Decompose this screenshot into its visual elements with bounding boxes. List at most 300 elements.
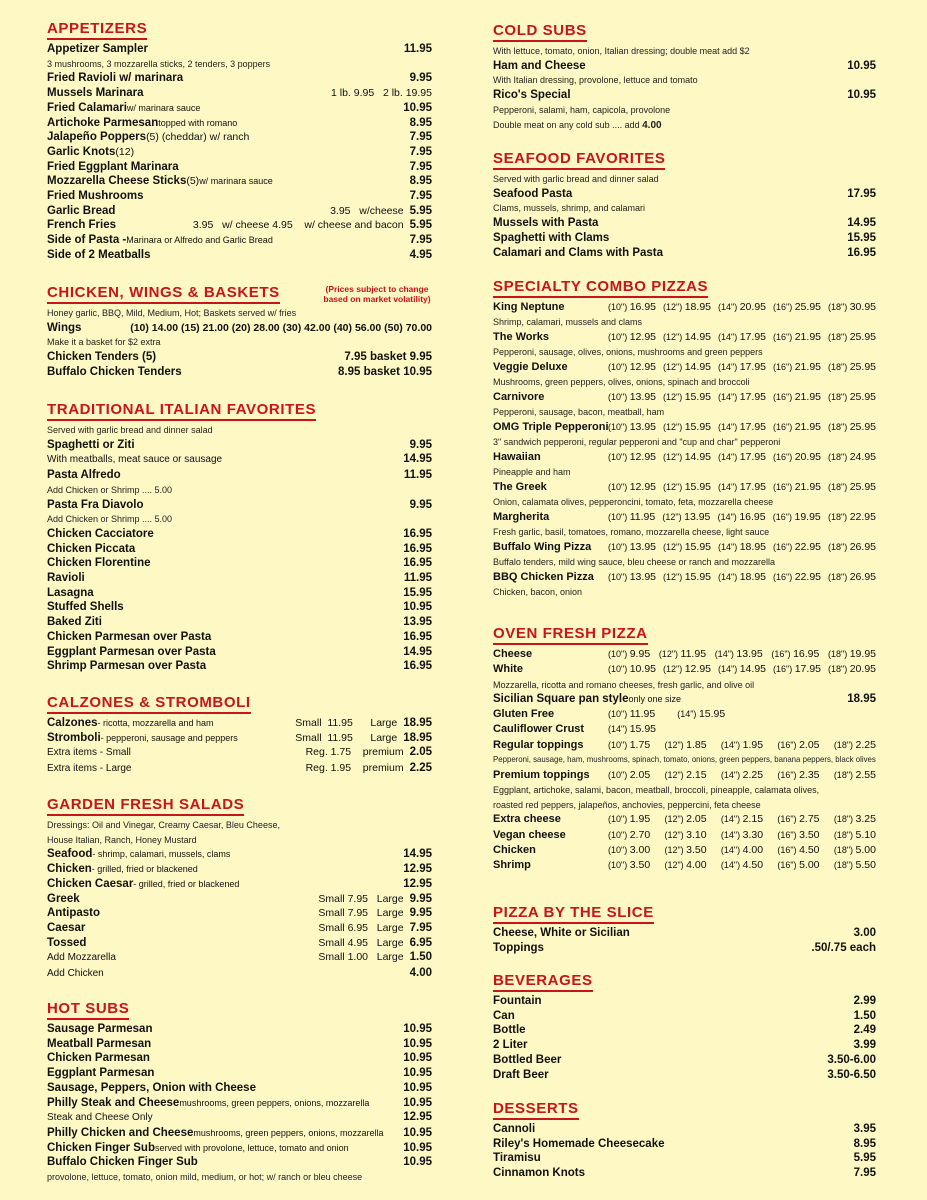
price-value: 13.95	[629, 421, 656, 433]
price-value: 19.95	[849, 648, 876, 660]
menu-item	[493, 246, 876, 261]
item-name: Sicilian Square pan style	[493, 693, 629, 706]
price-value: 12.95	[629, 361, 656, 373]
size-label: (16")	[773, 542, 793, 552]
size-label: (12")	[663, 422, 683, 432]
size-label: (12")	[658, 649, 679, 659]
price-note: (Prices subject to change based on market volatility)	[323, 284, 431, 304]
item-detail: only one size	[628, 694, 682, 705]
size-price	[834, 812, 876, 827]
price-value: 12.95	[629, 331, 656, 343]
section-heading: SPECIALTY COMBO PIZZAS	[493, 278, 708, 298]
size-price	[608, 540, 656, 555]
menu-item	[493, 510, 876, 525]
menu-item	[47, 966, 432, 982]
item-price: 13.95	[403, 616, 432, 629]
menu-item	[47, 498, 432, 513]
price-value: 1.85	[686, 738, 707, 751]
size-price	[828, 300, 876, 315]
price-value: 2.05	[799, 738, 820, 751]
item-name: BBQ Chicken Pizza	[493, 571, 594, 583]
item-name: Caesar	[47, 921, 86, 934]
size-label: (16")	[773, 452, 793, 462]
size-price	[834, 768, 876, 783]
item-description: Mushrooms, green peppers, olives, onions, spinach and broccoli	[493, 377, 750, 388]
item-name: Fried Eggplant Marinara	[47, 160, 179, 173]
price-value: 25.95	[849, 391, 876, 403]
price-value: 26.95	[849, 541, 876, 553]
size-label: (14")	[720, 860, 741, 871]
size-label: (10")	[608, 542, 628, 552]
size-label: (12")	[663, 332, 683, 342]
item-price: 2.05	[409, 746, 432, 759]
size-price	[721, 843, 763, 858]
size-prices	[608, 390, 876, 405]
item-detail: w/ marinara sauce	[126, 102, 201, 113]
size-price	[664, 768, 706, 783]
size-price	[663, 330, 711, 345]
item-description: Pepperoni, sausage, olives, onions, mushrooms and green peppers	[493, 347, 763, 358]
price-value: 3.50	[686, 843, 707, 856]
menu-item	[493, 707, 876, 722]
item-list	[493, 926, 876, 955]
menu-item	[47, 630, 432, 645]
item-price: 5.95	[409, 219, 432, 232]
price-value: 2.70	[629, 828, 651, 841]
size-price	[664, 843, 706, 858]
size-label: (16")	[773, 302, 793, 312]
item-description: Add Chicken or Shrimp .... 5.00	[47, 514, 173, 525]
item-list	[493, 300, 876, 600]
menu-item	[47, 921, 432, 936]
size-label: (18")	[828, 482, 848, 492]
size-label: (12")	[662, 512, 682, 522]
item-name: Mozzarella Cheese Sticks	[47, 175, 187, 188]
size-price	[608, 360, 656, 375]
section-heading: CHICKEN, WINGS & BASKETS	[47, 284, 280, 304]
size-label: (10")	[608, 452, 628, 462]
menu-item	[493, 390, 876, 405]
size-price	[777, 812, 819, 827]
section-heading: PIZZA BY THE SLICE	[493, 904, 654, 924]
price-value: 17.95	[739, 481, 766, 493]
item-name: Buffalo Chicken Finger Sub	[47, 1156, 198, 1169]
size-prices	[608, 768, 876, 783]
size-price	[777, 858, 819, 873]
section-heading: BEVERAGES	[493, 972, 593, 992]
size-price	[777, 828, 819, 843]
size-price	[828, 360, 876, 375]
size-prices: Small 6.95 Large	[318, 921, 404, 934]
item-name: Vegan cheese	[493, 828, 566, 841]
menu-item	[47, 42, 432, 57]
size-label: (12")	[664, 844, 684, 855]
size-label: (16")	[773, 422, 793, 432]
size-label: (10")	[608, 422, 628, 432]
item-price: 1.50	[409, 951, 432, 964]
item-detail: - pepperoni, sausage and peppers	[100, 732, 238, 743]
size-label: (16")	[773, 362, 793, 372]
size-label: (18")	[828, 572, 848, 582]
item-description	[493, 118, 876, 134]
size-price	[773, 570, 821, 585]
menu-item	[47, 761, 432, 777]
size-prices	[608, 812, 876, 827]
menu-item	[493, 216, 876, 231]
item-price: 14.95	[403, 645, 432, 658]
size-prices	[608, 858, 876, 873]
size-prices	[608, 843, 876, 858]
size-price	[773, 510, 821, 525]
item-name: Ravioli	[47, 572, 85, 585]
size-prices: Small 7.95 Large	[318, 892, 404, 905]
section-combo-pizzas	[493, 278, 876, 600]
menu-item	[493, 1023, 876, 1038]
item-description: Served with garlic bread and dinner salad	[47, 425, 213, 435]
item-variant: With meatballs, meat sauce or sausage	[47, 454, 223, 466]
item-name: Chicken Finger Sub	[47, 1141, 155, 1154]
item-price: 16.95	[847, 246, 876, 259]
item-name: Chicken Parmesan over Pasta	[47, 630, 212, 643]
price-value: 13.95	[629, 541, 656, 553]
size-price	[664, 858, 706, 873]
item-price: 7.95	[409, 145, 432, 158]
size-price	[663, 390, 711, 405]
price-value: 15.95	[684, 391, 711, 403]
item-price: 15.95	[847, 231, 876, 244]
item-price: 18.95	[847, 693, 876, 706]
size-price	[663, 450, 711, 465]
item-list	[47, 818, 432, 982]
item-detail: mushrooms, green peppers, onions, mozzarella	[193, 1127, 384, 1138]
price-value: 17.95	[739, 421, 766, 433]
price-value: 3.00	[629, 843, 651, 856]
item-price: 1.50	[853, 1009, 876, 1022]
item-price: 10.95	[403, 601, 432, 614]
item-price: 16.95	[403, 557, 432, 570]
item-name: Eggplant Parmesan	[47, 1067, 155, 1080]
price-value: 18.95	[739, 541, 766, 553]
size-price	[662, 510, 710, 525]
size-label: (10")	[608, 709, 628, 719]
item-name: Cinnamon Knots	[493, 1167, 585, 1180]
price-value: 15.95	[629, 723, 656, 736]
item-price: 10.95	[403, 1126, 432, 1139]
item-detail: - ricotta, mozzarella and ham	[97, 718, 214, 728]
price-value: 2.25	[855, 738, 876, 751]
item-name: Tiramisu	[493, 1152, 541, 1165]
menu-item	[47, 204, 432, 219]
size-price	[828, 480, 876, 495]
size-prices: 1 lb. 9.95 2 lb. 19.95	[331, 87, 432, 100]
item-name: Meatball Parmesan	[47, 1037, 152, 1050]
size-label: (14")	[714, 649, 734, 659]
menu-item	[493, 570, 876, 585]
menu-item	[47, 468, 432, 483]
size-prices	[608, 570, 876, 585]
price-value: 2.05	[629, 768, 651, 781]
size-price	[608, 662, 656, 677]
size-label: (10")	[608, 332, 628, 342]
menu-item	[47, 542, 432, 557]
size-label: (18")	[828, 422, 848, 432]
menu-item	[47, 586, 432, 601]
item-name: Margherita	[493, 511, 550, 523]
item-name: Shrimp	[493, 859, 531, 872]
menu-item	[47, 248, 432, 263]
menu-item	[47, 1126, 432, 1141]
item-description: Pepperoni, sausage, ham, mushrooms, spinach, tomato, onions, green peppers, banana peppers, black olives	[493, 754, 876, 764]
item-variant: Steak and Cheese Only	[47, 1112, 153, 1124]
item-price: 17.95	[847, 187, 876, 200]
size-price	[773, 300, 821, 315]
size-label: (18")	[828, 362, 848, 372]
size-price	[608, 300, 656, 315]
size-price	[608, 738, 650, 753]
section-salads	[47, 796, 432, 982]
size-price	[834, 828, 876, 843]
item-description: Pepperoni, sausage, bacon, meatball, ham	[493, 407, 665, 418]
section-desserts	[493, 1100, 876, 1181]
menu-item	[493, 1137, 876, 1152]
menu-item	[493, 1151, 876, 1166]
menu-item	[493, 1053, 876, 1068]
item-price: 10.95	[403, 1096, 432, 1109]
item-price: 7.95	[409, 131, 432, 144]
item-price: 7.95	[409, 190, 432, 203]
item-description: Make it a basket for $2 extra	[47, 337, 161, 348]
size-label: (18")	[833, 860, 854, 871]
price-value: 12.95	[629, 481, 656, 493]
size-price	[663, 480, 711, 495]
item-list	[493, 1122, 876, 1181]
item-name: The Greek	[493, 481, 547, 493]
size-price	[664, 828, 706, 843]
menu-item	[47, 556, 432, 571]
price-value: 19.95	[794, 511, 821, 523]
size-prices: Small 11.95 Large	[295, 731, 398, 744]
size-price	[677, 707, 725, 722]
item-name: Buffalo Chicken Tenders	[47, 365, 182, 378]
size-price	[834, 738, 876, 753]
item-description: roasted red peppers, jalapeños, anchovies, peppercini, feta cheese	[493, 799, 761, 810]
menu-item	[493, 994, 876, 1009]
size-price	[608, 858, 650, 873]
item-list	[47, 423, 432, 674]
size-price	[718, 360, 766, 375]
size-price	[608, 330, 656, 345]
size-price	[608, 843, 650, 858]
item-name: Cheese	[493, 648, 533, 660]
size-label: (10")	[608, 739, 628, 750]
item-name: Bottled Beer	[493, 1053, 562, 1066]
size-label: (10")	[608, 392, 628, 402]
size-label: (16")	[773, 392, 793, 402]
item-price: 3.00	[853, 927, 876, 939]
item-description: Fresh garlic, basil, tomatoes, romano, mozzarella cheese, light sauce	[493, 527, 770, 538]
size-prices: Small 11.95 Large	[295, 717, 398, 729]
item-name: Veggie Deluxe	[493, 361, 568, 373]
size-label: (18")	[833, 739, 854, 750]
menu-item-tenders	[47, 350, 432, 365]
item-name: OMG Triple Pepperoni	[493, 421, 609, 433]
section-chicken	[47, 284, 432, 380]
item-price: 10.95	[403, 1037, 432, 1050]
size-prices	[608, 510, 876, 525]
price-value: 25.95	[849, 481, 876, 493]
item-variant: Extra items - Small	[47, 747, 131, 759]
item-description: Honey garlic, BBQ, Mild, Medium, Hot; Baskets served w/ fries	[47, 308, 297, 318]
menu-item	[47, 659, 432, 674]
item-price: 10.95	[403, 1023, 432, 1035]
item-price: 6.95	[409, 936, 432, 949]
size-prices	[608, 330, 876, 345]
size-price	[718, 450, 766, 465]
item-name: Fried Ravioli w/ marinara	[47, 72, 184, 85]
item-description: Dressings: Oil and Vinegar, Creamy Caesar, Bleu Cheese,	[47, 820, 280, 830]
price-value: 21.95	[794, 331, 821, 343]
size-prices	[608, 300, 876, 315]
size-prices	[608, 707, 876, 722]
menu-item	[47, 71, 432, 86]
menu-item	[493, 843, 876, 858]
menu-item	[47, 86, 432, 101]
size-price	[777, 738, 819, 753]
item-detail: w/ marinara sauce	[199, 176, 273, 187]
price-value: 17.95	[739, 361, 766, 373]
item-description: Pepperoni, salami, ham, capicola, provolone	[493, 104, 671, 115]
menu-item	[47, 452, 432, 468]
size-price	[828, 420, 876, 435]
item-description: Chicken, bacon, onion	[493, 587, 583, 598]
item-price: 14.95	[847, 217, 876, 230]
size-price	[608, 722, 656, 737]
item-description: Clams, mussels, shrimp, and calamari	[493, 203, 646, 214]
size-prices: 3.95 w/cheese	[330, 204, 404, 217]
item-name: Buffalo Wing Pizza	[493, 541, 592, 553]
item-name: Tossed	[47, 936, 87, 949]
size-price	[663, 662, 711, 677]
item-price: 4.00	[409, 967, 432, 980]
price-value: 14.95	[684, 451, 711, 463]
menu-item	[493, 768, 876, 783]
size-price	[663, 300, 711, 315]
price-value: 2.05	[686, 813, 707, 826]
item-description: House Italian, Ranch, Honey Mustard	[47, 834, 197, 845]
size-label: (10")	[608, 512, 628, 522]
size-price	[608, 420, 656, 435]
size-prices: 3.95 w/ cheese 4.95 w/ cheese and bacon	[192, 219, 404, 232]
item-name: Hawaiian	[493, 451, 541, 463]
item-name: Shrimp Parmesan over Pasta	[47, 660, 207, 673]
size-label: (12")	[663, 362, 683, 372]
size-label: (18")	[833, 814, 854, 825]
item-name: French Fries	[47, 219, 117, 232]
price-value: 14.95	[684, 361, 711, 373]
item-description: provolone, lettuce, tomato, onion mild, medium, or hot; w/ ranch or bleu cheese	[47, 1172, 363, 1183]
item-price: 14.95	[403, 453, 432, 466]
price-value: 20.95	[739, 301, 766, 313]
price-value: 13.95	[736, 648, 763, 660]
menu-item	[47, 160, 432, 175]
price-value: 18.95	[739, 571, 766, 583]
item-price: 3.50-6.00	[827, 1053, 876, 1066]
item-detail: served with provolone, lettuce, tomato and onion	[155, 1142, 349, 1153]
section-heading: TRADITIONAL ITALIAN FAVORITES	[47, 401, 316, 421]
price-value: 4.00	[686, 859, 707, 872]
size-label: (10")	[608, 664, 628, 675]
size-price	[663, 360, 711, 375]
item-price: 18.95	[403, 731, 432, 744]
item-name: Appetizer Sampler	[47, 43, 148, 55]
size-label: (18")	[833, 769, 854, 780]
section-heading: COLD SUBS	[493, 22, 587, 42]
size-label: (10")	[608, 302, 628, 312]
price-value: 3.25	[855, 813, 876, 826]
item-name: Extra cheese	[493, 813, 561, 826]
size-label: (16")	[777, 860, 797, 871]
item-detail: (5) (cheddar) w/ ranch	[146, 131, 250, 144]
size-prices	[608, 450, 876, 465]
size-price	[718, 570, 766, 585]
item-description: Buffalo tenders, mild wing sauce, bleu cheese or ranch and mozzarella	[493, 557, 775, 568]
price-value: 11.95	[680, 648, 707, 660]
size-price	[608, 812, 650, 827]
item-name: Chicken Parmesan	[47, 1052, 150, 1065]
menu-item	[47, 950, 432, 966]
price-value: 25.95	[849, 331, 876, 343]
size-price	[718, 480, 766, 495]
size-price	[721, 738, 763, 753]
size-price	[608, 390, 656, 405]
size-price	[773, 662, 821, 677]
item-name: Calamari and Clams with Pasta	[493, 246, 664, 259]
item-name: 2 Liter	[493, 1039, 528, 1052]
size-label: (16")	[773, 664, 793, 675]
item-list	[47, 1022, 432, 1185]
size-price	[718, 662, 766, 677]
menu-item	[493, 1122, 876, 1137]
price-value: 1.95	[742, 738, 764, 751]
price-value: 3.10	[686, 828, 707, 841]
section-heading: APPETIZERS	[47, 20, 147, 40]
size-label: (12")	[664, 829, 684, 840]
size-price	[828, 330, 876, 345]
section-hot-subs	[47, 1000, 432, 1185]
item-description: With Italian dressing, provolone, lettuce and tomato	[493, 75, 698, 86]
price-value: 4.00	[742, 843, 764, 856]
price-value: 12.95	[629, 451, 656, 463]
size-price	[715, 647, 763, 662]
size-price	[718, 420, 766, 435]
item-name: Wings	[47, 321, 82, 334]
size-price	[773, 540, 821, 555]
size-label: (18")	[833, 844, 854, 855]
item-name: Chicken Piccata	[47, 542, 136, 555]
menu-item	[47, 645, 432, 660]
size-label: (12")	[664, 814, 684, 825]
menu-item	[493, 300, 876, 315]
size-price	[773, 450, 821, 465]
size-price	[721, 828, 763, 843]
size-price	[773, 390, 821, 405]
item-price: 7.95	[409, 921, 432, 934]
item-price: 12.95	[403, 863, 432, 876]
size-label: (16")	[777, 769, 797, 780]
menu-item	[47, 174, 432, 189]
size-price	[663, 540, 711, 555]
price-value: 11.95	[629, 511, 656, 523]
